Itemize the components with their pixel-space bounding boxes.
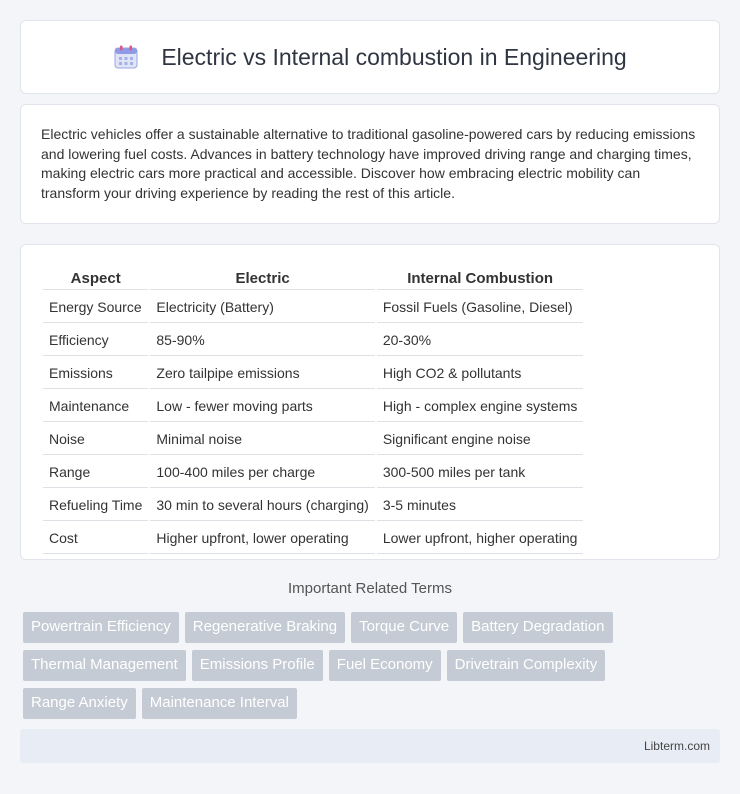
table-cell: 20-30%	[377, 325, 584, 356]
table-cell: Lower upfront, higher operating	[377, 523, 584, 554]
related-term-tag[interactable]: Battery Degradation	[463, 612, 612, 643]
table-cell: High - complex engine systems	[377, 391, 584, 422]
column-header: Electric	[150, 267, 374, 290]
table-row	[43, 490, 583, 521]
related-term-tag[interactable]: Thermal Management	[23, 650, 186, 681]
title-card	[20, 20, 720, 94]
table-cell: Cost	[43, 523, 148, 554]
table-cell: Significant engine noise	[377, 424, 584, 455]
table-cell: High CO2 & pollutants	[377, 358, 584, 389]
table-cell: 300-500 miles per tank	[377, 457, 584, 488]
footer	[20, 729, 720, 763]
table-cell: Refueling Time	[43, 490, 148, 521]
column-header: Internal Combustion	[377, 267, 584, 290]
related-term-tag[interactable]: Powertrain Efficiency	[23, 612, 179, 643]
table-row	[43, 358, 583, 389]
table-cell: Low - fewer moving parts	[150, 391, 374, 422]
related-terms-list	[23, 612, 723, 719]
related-term-tag[interactable]: Regenerative Braking	[185, 612, 345, 643]
table-cell: 100-400 miles per charge	[150, 457, 374, 488]
table-cell: Higher upfront, lower operating	[150, 523, 374, 554]
calendar-icon	[113, 44, 139, 70]
table-row	[43, 325, 583, 356]
comparison-card	[20, 244, 720, 560]
footer-brand[interactable]: Libterm.com	[643, 739, 710, 753]
table-cell: Zero tailpipe emissions	[150, 358, 374, 389]
table-row	[43, 523, 583, 554]
table-cell: Electricity (Battery)	[150, 292, 374, 323]
table-cell: Fossil Fuels (Gasoline, Diesel)	[377, 292, 584, 323]
table-cell: Noise	[43, 424, 148, 455]
table-cell: Maintenance	[43, 391, 148, 422]
comparison-table	[41, 265, 585, 556]
table-cell: 3-5 minutes	[377, 490, 584, 521]
table-cell: Energy Source	[43, 292, 148, 323]
related-term-tag[interactable]: Fuel Economy	[329, 650, 441, 681]
table-row	[43, 391, 583, 422]
table-cell: Minimal noise	[150, 424, 374, 455]
intro-card	[20, 104, 720, 224]
column-header: Aspect	[43, 267, 148, 290]
table-header-row	[43, 267, 583, 290]
related-term-tag[interactable]: Drivetrain Complexity	[447, 650, 606, 681]
table-cell: 85-90%	[150, 325, 374, 356]
table-row	[43, 457, 583, 488]
intro-text: Electric vehicles offer a sustainable alternative to traditional gasoline-powered cars by reducing emissions and lowering fuel costs. Advances in battery technology have improved driving range and charging times, making electric cars more practical and accessible. Discover how embracing electric mobility can transform your driving experience by reading the rest of this article.	[41, 126, 696, 201]
related-term-tag[interactable]: Emissions Profile	[192, 650, 323, 681]
page-title: Electric vs Internal combustion in Engineering	[161, 43, 627, 70]
related-term-tag[interactable]: Range Anxiety	[23, 688, 136, 719]
table-cell: Efficiency	[43, 325, 148, 356]
table-row	[43, 292, 583, 323]
related-term-tag[interactable]: Torque Curve	[351, 612, 457, 643]
related-terms-title: Important Related Terms	[288, 580, 452, 597]
table-cell: Emissions	[43, 358, 148, 389]
related-term-tag[interactable]: Maintenance Interval	[142, 688, 297, 719]
table-cell: 30 min to several hours (charging)	[150, 490, 374, 521]
table-row	[43, 424, 583, 455]
table-cell: Range	[43, 457, 148, 488]
